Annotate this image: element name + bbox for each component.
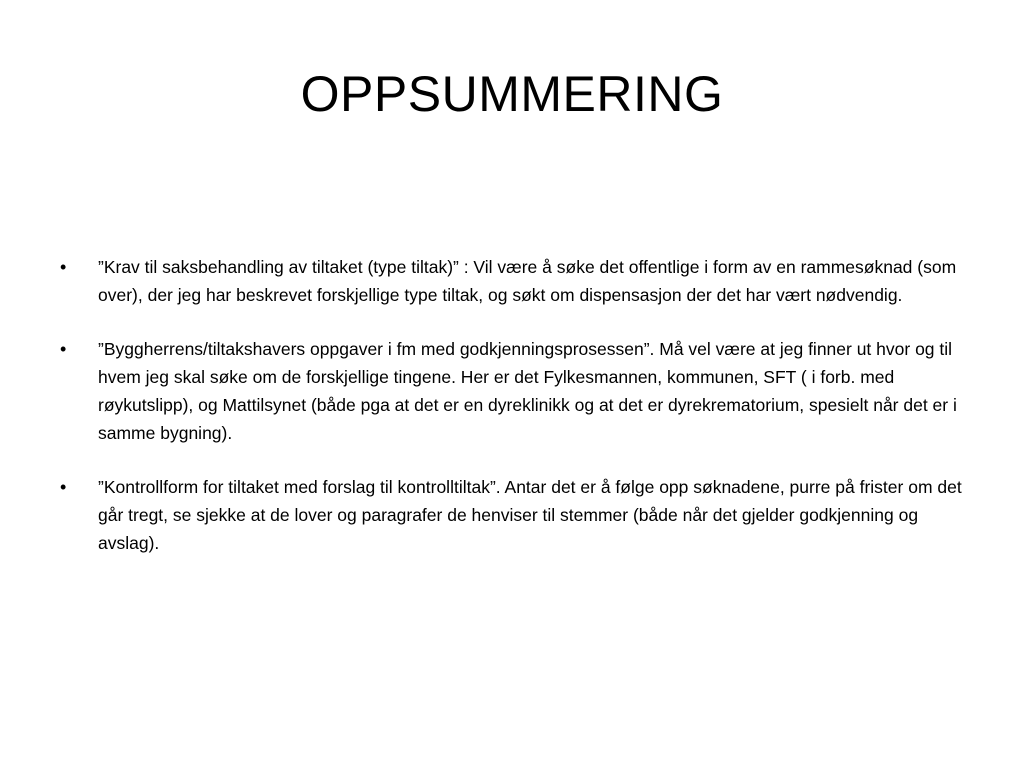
bullet-text: ”Kontrollform for tiltaket med forslag til kontrolltiltak”. Antar det er å følge opp søknadene, purre på frister om det går tregt, se sjekke at de lover og paragrafer de henviser til stemmer (både når det gjelder godkjenning og avslag). [98, 477, 962, 553]
bullet-icon: • [60, 477, 67, 497]
bullet-text: ”Krav til saksbehandling av tiltaket (type tiltak)” : Vil være å søke det offentlige i form av en rammesøknad (som over), der jeg har beskrevet forskjellige type tiltak, og søkt om dispensasjon der det har vært nødvendig. [98, 257, 957, 305]
bullet-icon: • [60, 257, 67, 277]
slide-title: OPPSUMMERING [300, 66, 724, 122]
bullet-text: ”Byggherrens/tiltakshavers oppgaver i fm med godkjenningsprosessen”. Må vel være at jeg finner ut hvor og til hvem jeg skal søke om de forskjellige tingene. Her er det Fylkesmannen, kommunen, SFT ( i forb. med røykutslipp), og Mattilsynet (både pga at det er en dyreklinikk og at det er dyrekrematorium, spesielt når det er i samme bygning). [98, 339, 957, 443]
bullet-item-2 [60, 335, 970, 447]
bullet-item-3 [60, 473, 970, 557]
bullet-item-1 [60, 253, 970, 309]
bullet-list [60, 253, 970, 557]
bullet-icon: • [60, 339, 67, 359]
